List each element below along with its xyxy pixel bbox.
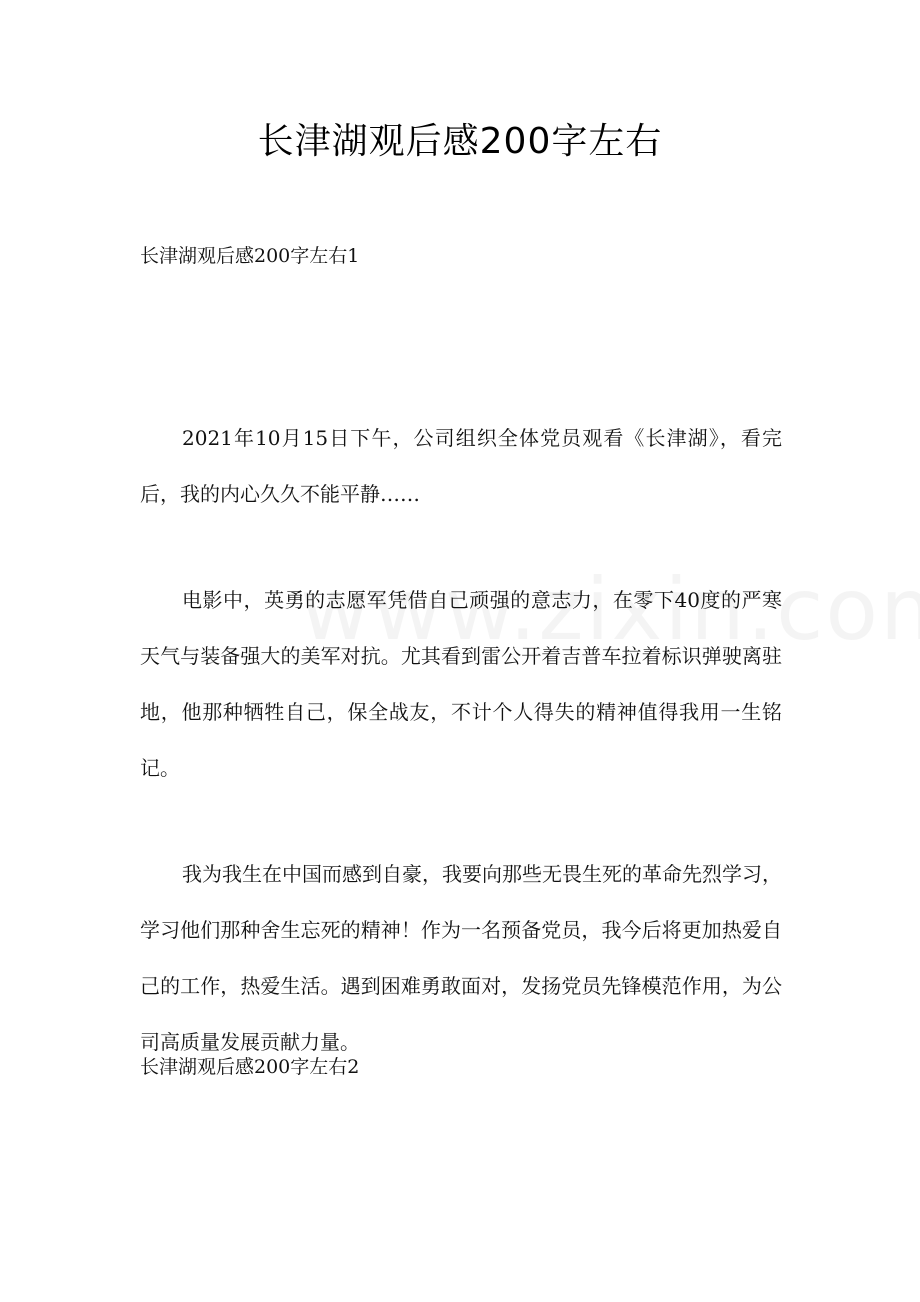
document-title: 长津湖观后感200字左右 <box>257 121 663 162</box>
paragraph-1: 2021年10月15日下午，公司组织全体党员观看《长津湖》，看完后，我的内心久久不能平静…… <box>140 426 782 506</box>
section-heading-1: 长津湖观后感200字左右1 <box>140 245 360 267</box>
paragraph-3: 我为我生在中国而感到自豪，我要向那些无畏生死的革命先烈学习，学习他们那种舍生忘死的精神！作为一名预备党员，我今后将更加热爱自己的工作，热爱生活。遇到困难勇敢面对，发扬党员先锋模范作用，为公司高质量发展贡献力量。 <box>140 862 782 1054</box>
paragraph-2: 电影中，英勇的志愿军凭借自己顽强的意志力，在零下40度的严寒天气与装备强大的美军对抗。尤其看到雷公开着吉普车拉着标识弹驶离驻地，他那种牺牲自己，保全战友，不计个人得失的精神值得我用一生铭记。 <box>140 588 782 780</box>
section-heading-2: 长津湖观后感200字左右2 <box>140 1056 360 1078</box>
